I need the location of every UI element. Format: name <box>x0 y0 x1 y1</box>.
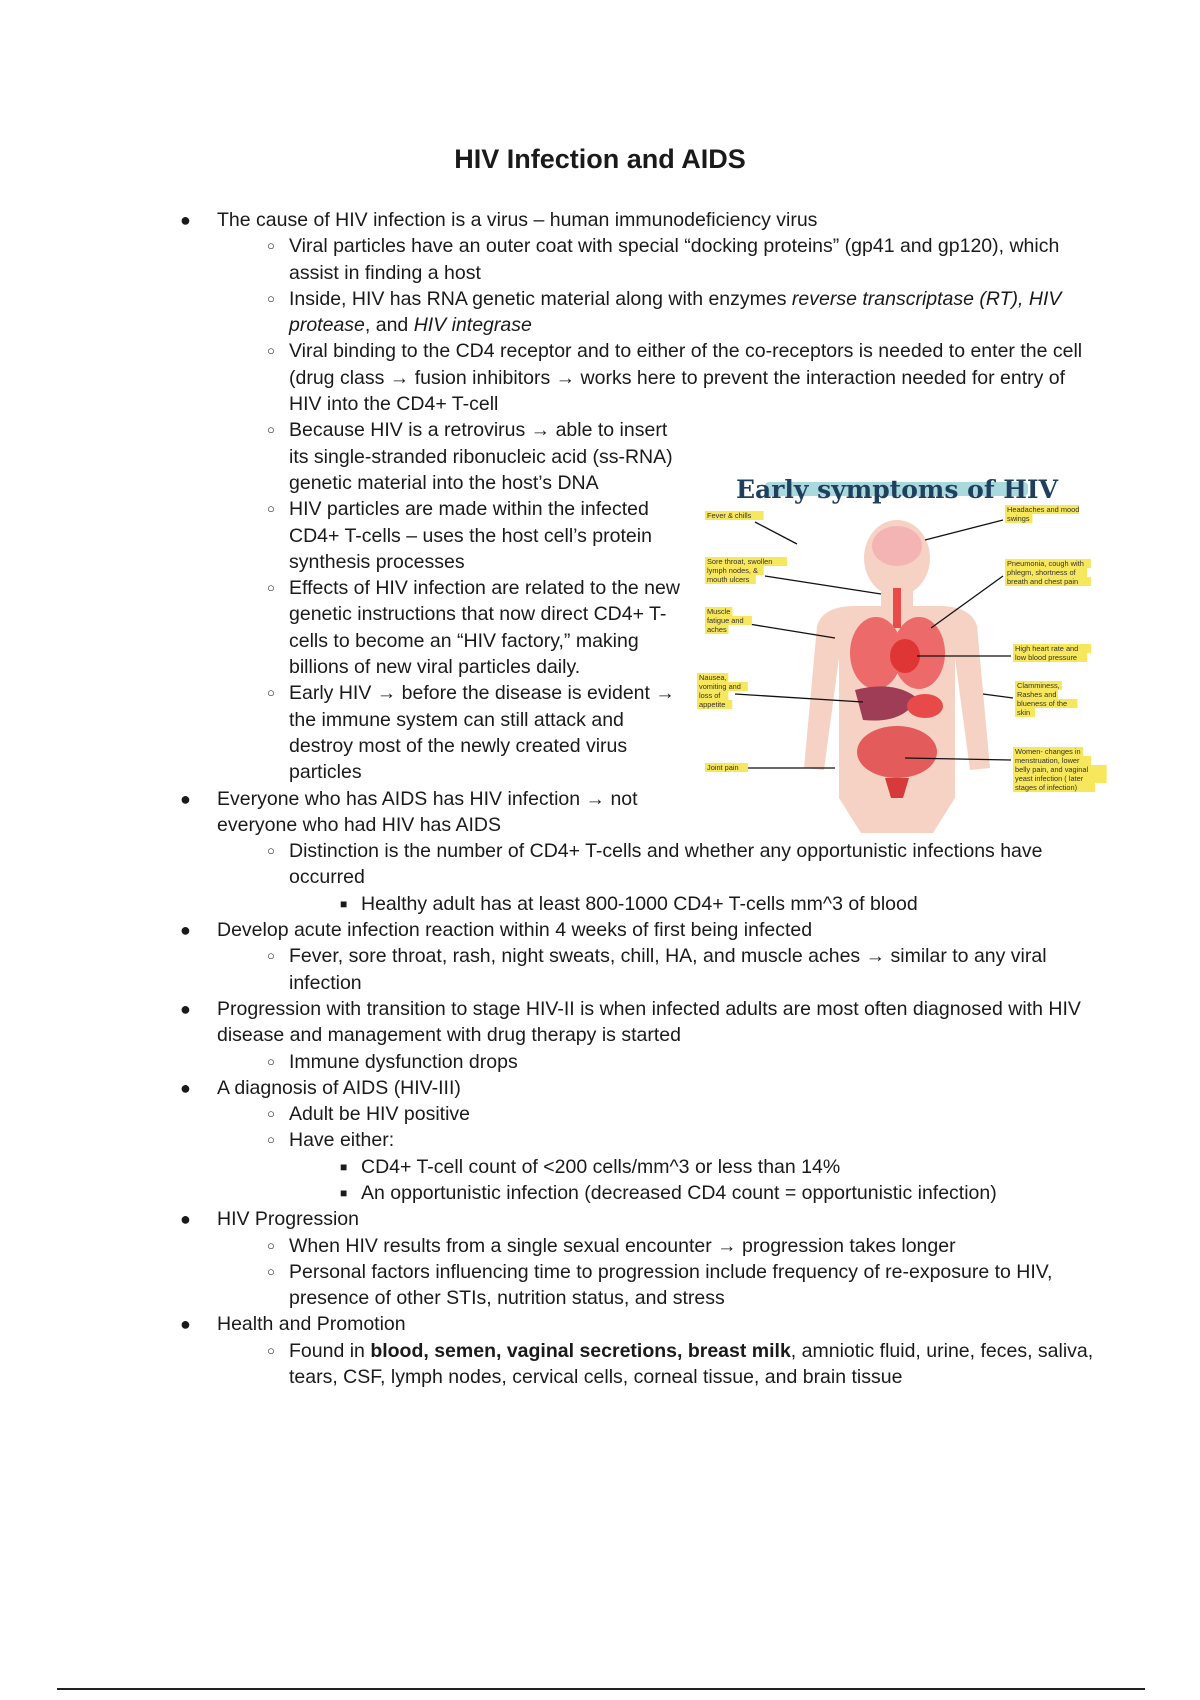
sub-list-item: ○ Found in blood, semen, vaginal secretions, breast milk, amniotic fluid, urine, feces, saliva, tears, CSF, lymph nodes, cervical cells, corneal tissue, and brain tissue <box>267 1339 1094 1389</box>
circle-bullet-icon: ○ <box>267 238 275 254</box>
label-line: Nausea, <box>699 673 727 682</box>
sub-list <box>217 1338 1098 1391</box>
bullet-icon: ● <box>180 788 191 809</box>
heart-label <box>1013 644 1091 662</box>
circle-bullet-icon: ○ <box>267 1237 275 1253</box>
sub-list-item: ○ Early HIV → before the disease is evident → the immune system can still attack and destroy most of the newly created virus particles <box>267 682 675 784</box>
label-line: Fever & chills <box>707 511 752 520</box>
joint-label <box>705 763 748 772</box>
throat-label <box>705 557 787 584</box>
headaches-label <box>1005 505 1079 523</box>
throat-leader-line <box>765 576 881 594</box>
sub-list <box>217 1233 1098 1312</box>
sub-list <box>217 1049 1098 1075</box>
label-line: aches <box>707 625 727 634</box>
sub-list-item: ○ Viral binding to the CD4 receptor and to either of the co-receptors is needed to enter the cell (drug class → fusion inhibitors → works here to prevent the interaction needed for entry of HIV into the CD4+ T-cell <box>267 340 1083 416</box>
square-bullet-icon: ■ <box>340 1185 348 1200</box>
label-line: menstruation, lower <box>1015 756 1080 765</box>
label-line: Headaches and mood <box>1007 505 1080 514</box>
label-line: vomiting and <box>699 682 741 691</box>
list-item: ● A diagnosis of AIDS (HIV-III) ○ Adult be HIV positive ○ Have either: ■ CD4+ T-cell count of <200 cells/mm^3 or less than 14% ■ An opportunistic infection (decreased CD4 count = opportunistic infection) <box>178 1075 1098 1206</box>
list-item: ● Develop acute infection reaction within 4 weeks of first being infected ○ Fever, sore throat, rash, night sweats, chill, HA, and muscle aches → similar to any viral infection <box>178 917 1098 996</box>
bullet-icon: ● <box>180 998 191 1019</box>
sub-list <box>217 943 1098 996</box>
label-line: Joint pain <box>707 763 739 772</box>
circle-bullet-icon: ○ <box>267 1342 275 1358</box>
label-line: appetite <box>699 700 726 709</box>
heart <box>890 639 920 673</box>
sub-list <box>217 1101 1098 1206</box>
circle-bullet-icon: ○ <box>267 685 275 701</box>
sub-list-item: ○ Inside, HIV has RNA genetic material along with enzymes reverse transcriptase (RT), HIV protease, and HIV integrase <box>267 287 1062 337</box>
circle-bullet-icon: ○ <box>267 290 275 306</box>
label-line: Women- changes in <box>1015 747 1081 756</box>
label-line: mouth ulcers <box>707 575 750 584</box>
fever-leader-line <box>755 522 797 544</box>
sub-list <box>217 838 1098 917</box>
circle-bullet-icon: ○ <box>267 501 275 517</box>
bullet-icon: ● <box>180 1314 191 1335</box>
label-line: breath and chest pain <box>1007 577 1079 586</box>
label-line: loss of <box>699 691 721 700</box>
bullet-icon: ● <box>180 920 191 941</box>
sub-list-item: ○ When HIV results from a single sexual encounter → progression takes longer <box>267 1234 956 1257</box>
list-item: ● Progression with transition to stage HIV-II is when infected adults are most often diagnosed with HIV disease and management with drug therapy is started ○ Immune dysfunction drops <box>178 996 1098 1075</box>
label-line: skin <box>1017 708 1031 717</box>
clamminess-leader-line <box>983 694 1013 698</box>
list-item: ● The cause of HIV infection is a virus – human immunodeficiency virus ○ Viral particles have an outer coat with special “docking proteins” (gp41 and gp120), which assist in finding a host ○ Inside, HIV has RNA genetic material along with enzymes reverse transcriptase (RT), HIV protease, and HIV integrase ○ Viral binding to the CD4 receptor and to either of the co-receptors is needed to enter the cell (drug class → fusion inhibitors → works here to prevent the interaction needed for entry of HIV into the CD4+ T-cell ○ Because HIV is a retrovirus → able to insert its single-stranded ribonucleic acid (ss-RNA) genetic material into the host’s DNA ○ HIV particles are made within the infected CD4+ T-cells – uses the host cell’s protein synthesis processes ○ Effects of HIV infection are related to the new genetic instructions that now direct CD4+ T-cells to become an “HIV factory,” making billions of new viral particles daily. ○ Early HIV → before the disease is evident → the immune system can still attack and destroy most of the newly created virus particles <box>178 207 1098 786</box>
trachea <box>893 588 901 628</box>
sub-sub-list-item: ■ Healthy adult has at least 800-1000 CD4+ T-cells mm^3 of blood <box>340 892 918 915</box>
list-item: ● HIV Progression ○ When HIV results from a single sexual encounter → progression takes longer ○ Personal factors influencing time to progression include frequency of re-exposure to HIV, presence of other STIs, nutrition status, and stress <box>178 1206 1098 1311</box>
headaches-leader-line <box>925 520 1003 540</box>
label-line: Muscle <box>707 607 731 616</box>
intestines <box>857 726 937 778</box>
fever-label <box>705 511 764 520</box>
circle-bullet-icon: ○ <box>267 948 275 964</box>
bullet-icon: ● <box>180 210 191 230</box>
label-line: Rashes and <box>1017 690 1057 699</box>
pneumonia-label <box>1005 559 1091 586</box>
muscle-label <box>705 607 752 634</box>
page-title: HIV Infection and AIDS <box>454 144 746 174</box>
sub-list-item: ○ Personal factors influencing time to progression include frequency of re-exposure to HIV, presence of other STIs, nutrition status, and stress <box>267 1260 1053 1310</box>
sub-list-item: ○ Immune dysfunction drops <box>267 1050 518 1073</box>
sub-sub-list-item: ■ CD4+ T-cell count of <200 cells/mm^3 or less than 14% <box>340 1155 841 1178</box>
clamminess-label <box>1015 681 1078 717</box>
sub-list-item: ○ Have either: ■ CD4+ T-cell count of <200 cells/mm^3 or less than 14% ■ An opportunistic infection (decreased CD4 count = opportunistic infection) <box>217 1127 1098 1206</box>
label-line: Clamminess, <box>1017 681 1060 690</box>
label-line: Pneumonia, cough with <box>1007 559 1084 568</box>
circle-bullet-icon: ○ <box>267 843 275 859</box>
stomach <box>907 694 943 718</box>
circle-bullet-icon: ○ <box>267 1053 275 1069</box>
label-line: yeast infection ( later <box>1015 774 1084 783</box>
sub-list-item: ○ Because HIV is a retrovirus → able to insert its single-stranded ribonucleic acid (ss-RNA) genetic material into the host’s DNA <box>267 419 673 494</box>
sub-list-item: ○ Fever, sore throat, rash, night sweats, chill, HA, and muscle aches → similar to any viral infection <box>267 945 1047 994</box>
circle-bullet-icon: ○ <box>267 1106 275 1122</box>
label-line: stages of infection) <box>1015 783 1078 792</box>
circle-bullet-icon: ○ <box>267 1132 275 1148</box>
label-line: swings <box>1007 514 1030 523</box>
circle-bullet-icon: ○ <box>267 1263 275 1279</box>
label-line: low blood pressure <box>1015 653 1078 662</box>
square-bullet-icon: ■ <box>340 896 348 911</box>
body-diagram <box>699 458 1090 833</box>
label-line: fatigue and <box>707 616 744 625</box>
bullet-icon: ● <box>180 1077 191 1098</box>
bullet-icon: ● <box>180 1209 191 1230</box>
label-line: High heart rate and <box>1015 644 1079 653</box>
square-bullet-icon: ■ <box>340 1159 348 1174</box>
early-symptoms-figure <box>699 458 1090 833</box>
label-line: Sore throat, swollen <box>707 557 773 566</box>
label-line: lymph nodes, & <box>707 566 758 575</box>
figure-title: Early symptoms of HIV <box>736 475 1058 504</box>
sub-list-item: ○ Effects of HIV infection are related to the new genetic instructions that now direct CD4+ T-cells to become an “HIV factory,” making billions of new viral particles daily. <box>267 577 680 679</box>
list-item: ● Health and Promotion ○ Found in blood, semen, vaginal secretions, breast milk, amniotic fluid, urine, feces, saliva, tears, CSF, lymph nodes, cervical cells, corneal tissue, and brain tissue <box>178 1311 1098 1390</box>
brain <box>872 526 922 566</box>
sub-list-item: ○ HIV particles are made within the infected CD4+ T-cells – uses the host cell’s protein synthesis processes <box>267 498 652 573</box>
circle-bullet-icon: ○ <box>267 422 275 438</box>
sub-sub-list <box>217 1154 1098 1207</box>
circle-bullet-icon: ○ <box>267 580 275 596</box>
sub-sub-list <box>217 891 1098 917</box>
sub-sub-list-item: ■ An opportunistic infection (decreased CD4 count = opportunistic infection) <box>340 1181 997 1204</box>
label-line: belly pain, and vaginal <box>1015 765 1089 774</box>
circle-bullet-icon: ○ <box>267 343 275 359</box>
nausea-label <box>697 673 748 709</box>
sub-list-item: ○ Adult be HIV positive <box>267 1103 471 1126</box>
sub-list-item: ○ Viral particles have an outer coat with special “docking proteins” (gp41 and gp120), which assist in finding a host <box>267 235 1060 284</box>
sub-list-item: ○ Distinction is the number of CD4+ T-cells and whether any opportunistic infections have occurred ■ Healthy adult has at least 800-1000 CD4+ T-cells mm^3 of blood <box>217 838 1098 917</box>
bottom-rule <box>57 1688 1145 1690</box>
label-line: phlegm, shortness of <box>1007 568 1076 577</box>
list-item: ● Everyone who has AIDS has HIV infection → not everyone who had HIV has AIDS ○ Distinction is the number of CD4+ T-cells and whether any opportunistic infections have occurred ■ Healthy adult has at least 800-1000 CD4+ T-cells mm^3 of blood <box>178 786 1098 917</box>
label-line: blueness of the <box>1017 699 1068 708</box>
